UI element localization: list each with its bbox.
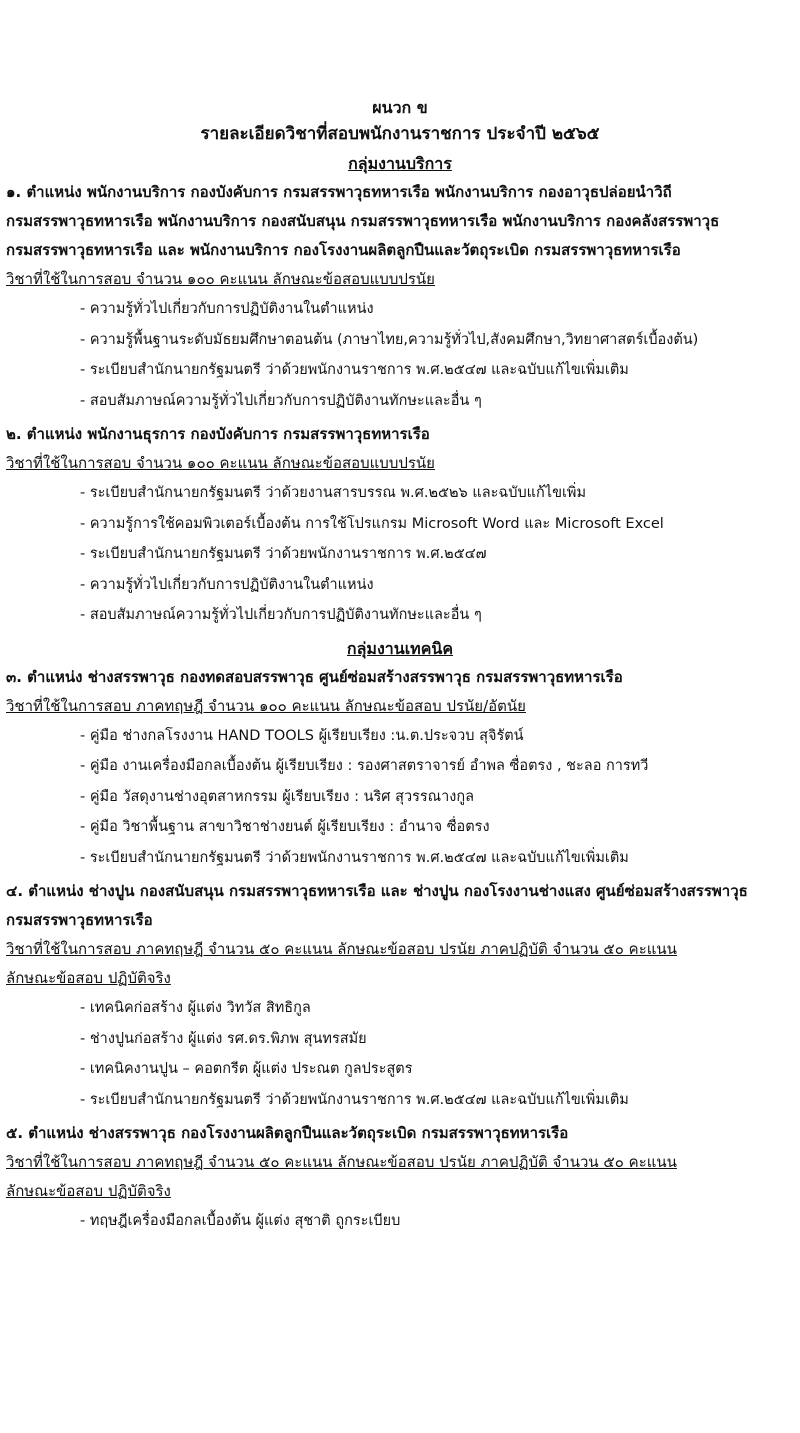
group-heading-technical: กลุ่มงานเทคนิค: [346, 638, 454, 658]
subject-item: - ช่างปูนก่อสร้าง ผู้แต่ง รศ.ดร.พิภพ สุนทรสมัย: [80, 1030, 367, 1047]
exam-info: ลักษณะข้อสอบ ปฏิบัติจริง: [6, 1182, 171, 1200]
subject-item: - คู่มือ วัสดุงานช่างอุตสาหกรรม ผู้เรียบเรียง : นริศ สุวรรณางกูล: [80, 788, 475, 805]
exam-info: วิชาที่ใช้ในการสอบ ภาคทฤษฎี จำนวน ๑๐๐ คะแนน ลักษณะข้อสอบ ปรนัย/อัตนัย: [6, 696, 526, 715]
subject-item: - ความรู้พื้นฐานระดับมัธยมศึกษาตอนต้น (ภาษาไทย,ความรู้ทั่วไป,สังคมศึกษา,วิทยาศาสตร์เบื้องต้น): [80, 331, 699, 348]
group-heading-service: กลุ่มงานบริการ: [348, 154, 452, 173]
subject-item: - เทคนิคก่อสร้าง ผู้แต่ง วิทวัส สิทธิกูล: [80, 1000, 311, 1016]
subject-item: - สอบสัมภาษณ์ความรู้ทั่วไปเกี่ยวกับการปฏิบัติงานทักษะและอื่น ๆ: [80, 392, 482, 409]
position-line: ๓. ตำแหน่ง ช่างสรรพาวุธ กองทดสอบสรรพาวุธ ศูนย์ซ่อมสร้างสรรพาวุธ กรมสรรพาวุธทหารเรือ: [6, 667, 623, 686]
subject-list: [6, 294, 794, 416]
subject-item: - ระเบียบสำนักนายกรัฐมนตรี ว่าด้วยพนักงานราชการ พ.ศ.๒๕๔๗ และฉบับแก้ไขเพิ่มเติม: [80, 1091, 629, 1108]
exam-info: ลักษณะข้อสอบ ปฏิบัติจริง: [6, 969, 171, 987]
position-line: ๕. ตำแหน่ง ช่างสรรพาวุธ กองโรงงานผลิตลูกปืนและวัตถุระเบิด กรมสรรพาวุธทหารเรือ: [6, 1124, 569, 1142]
subject-item: - ความรู้ทั่วไปเกี่ยวกับการปฏิบัติงานในตำแหน่ง: [80, 301, 374, 317]
position-line: ๒. ตำแหน่ง พนักงานธุรการ กองบังคับการ กรมสรรพาวุธทหารเรือ: [6, 425, 430, 443]
subject-list: [6, 993, 794, 1115]
subject-item: - ทฤษฎีเครื่องมือกลเบื้องต้น ผู้แต่ง สุชาติ ถูกระเบียบ: [80, 1213, 401, 1229]
section-3: [6, 663, 794, 874]
document-title: รายละเอียดวิชาที่สอบพนักงานราชการ ประจำปี ๒๕๖๕: [200, 124, 600, 144]
subject-item: - คู่มือ ช่างกลโรงงาน HAND TOOLS ผู้เรียบเรียง :น.ต.ประจวบ สุจิรัตน์: [80, 727, 524, 744]
subject-item: - คู่มือ วิชาพื้นฐาน สาขาวิชาช่างยนต์ ผู้เรียบเรียง : อำนาจ ซื่อตรง: [80, 819, 490, 835]
section-4: [6, 877, 794, 1115]
subject-item: - ความรู้การใช้คอมพิวเตอร์เบื้องต้น การใช้โปรแกรม Microsoft Word และ Microsoft Excel: [80, 515, 664, 532]
subject-item: - ระเบียบสำนักนายกรัฐมนตรี ว่าด้วยพนักงานราชการ พ.ศ.๒๕๔๗ และฉบับแก้ไขเพิ่มเติม: [80, 849, 629, 866]
annex-label: ผนวก ข: [372, 98, 428, 117]
exam-info: วิชาที่ใช้ในการสอบ ภาคทฤษฎี จำนวน ๕๐ คะแนน ลักษณะข้อสอบ ปรนัย ภาคปฏิบัติ จำนวน ๕๐ คะแนน: [6, 940, 677, 958]
section-2: [6, 420, 794, 631]
subject-item: - สอบสัมภาษณ์ความรู้ทั่วไปเกี่ยวกับการปฏิบัติงานทักษะและอื่น ๆ: [80, 607, 482, 623]
section-1: [6, 178, 794, 416]
subject-list: [6, 1206, 794, 1237]
position-line: ๔. ตำแหน่ง ช่างปูน กองสนับสนุน กรมสรรพาวุธทหารเรือ และ ช่างปูน กองโรงงานช่างแสง ศูนย์ซ่อมสร้างสรรพาวุธ: [6, 882, 748, 900]
subject-item: - เทคนิคงานปูน – คอตกรีต ผู้แต่ง ประณต กูลประสูตร: [80, 1061, 413, 1077]
subject-list: [6, 721, 794, 874]
position-line: กรมสรรพาวุธทหารเรือ พนักงานบริการ กองสนับสนุน กรมสรรพาวุธทหารเรือ พนักงานบริการ กองคลังสรรพาวุธ: [6, 212, 720, 230]
subject-item: - ระเบียบสำนักนายกรัฐมนตรี ว่าด้วยพนักงานราชการ พ.ศ.๒๕๔๗ และฉบับแก้ไขเพิ่มเติม: [80, 362, 629, 378]
exam-info: วิชาที่ใช้ในการสอบ จำนวน ๑๐๐ คะแนน ลักษณะข้อสอบแบบปรนัย: [6, 270, 435, 288]
section-5: [6, 1119, 794, 1237]
position-line: ๑. ตำแหน่ง พนักงานบริการ กองบังคับการ กรมสรรพาวุธทหารเรือ พนักงานบริการ กองอาวุธปล่อยนำวิถี: [6, 183, 672, 201]
subject-item: - คู่มือ งานเครื่องมือกลเบื้องต้น ผู้เรียบเรียง : รองศาสตราจารย์ อำพล ซื่อตรง , ชะลอ การทวี: [80, 758, 649, 774]
subject-item: - ระเบียบสำนักนายกรัฐมนตรี ว่าด้วยงานสารบรรณ พ.ศ.๒๕๒๖ และฉบับแก้ไขเพิ่ม: [80, 485, 587, 501]
subject-item: - ความรู้ทั่วไปเกี่ยวกับการปฏิบัติงานในตำแหน่ง: [80, 576, 374, 593]
position-line: กรมสรรพาวุธทหารเรือ และ พนักงานบริการ กองโรงงานผลิตลูกปืนและวัตถุระเบิด กรมสรรพาวุธทหารเรือ: [6, 241, 681, 259]
exam-info: วิชาที่ใช้ในการสอบ ภาคทฤษฎี จำนวน ๕๐ คะแนน ลักษณะข้อสอบ ปรนัย ภาคปฏิบัติ จำนวน ๕๐ คะแนน: [6, 1153, 677, 1171]
position-line: กรมสรรพาวุธทหารเรือ: [6, 911, 153, 929]
subject-item: - ระเบียบสำนักนายกรัฐมนตรี ว่าด้วยพนักงานราชการ พ.ศ.๒๕๔๗: [80, 546, 487, 562]
subject-list: [6, 478, 794, 631]
exam-info: วิชาที่ใช้ในการสอบ จำนวน ๑๐๐ คะแนน ลักษณะข้อสอบแบบปรนัย: [6, 454, 435, 472]
